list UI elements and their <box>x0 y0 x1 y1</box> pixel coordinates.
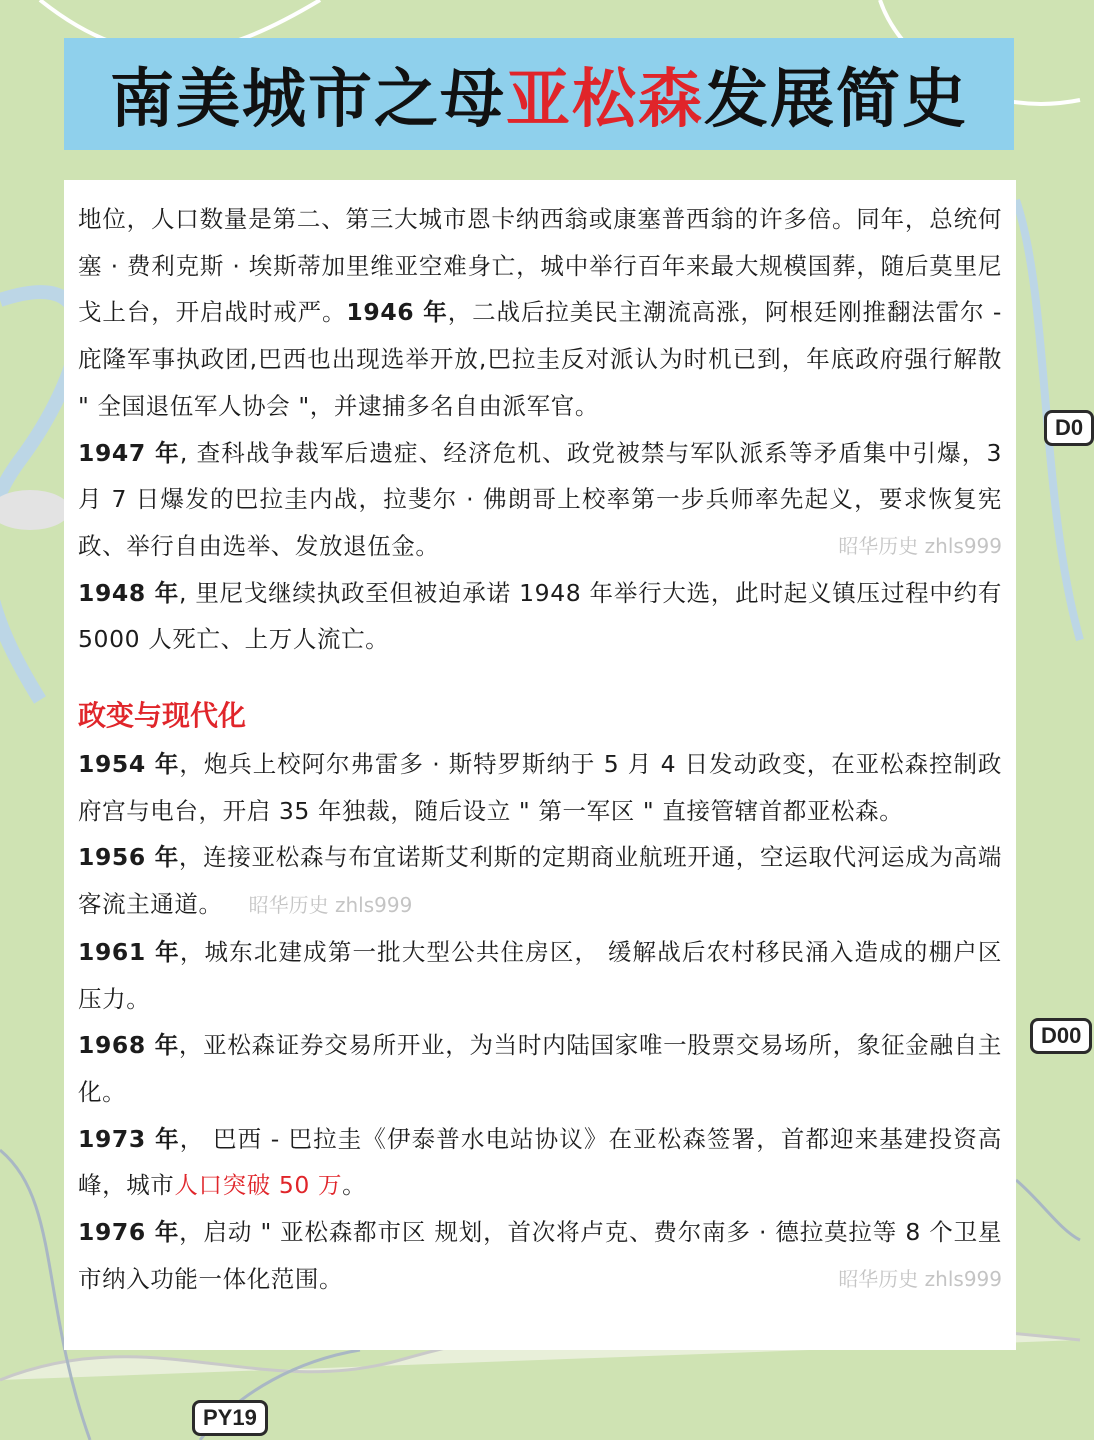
paragraph-1948 <box>78 570 1002 663</box>
year-label: 1946 年 <box>346 298 448 327</box>
event-1956 <box>78 834 1002 928</box>
content-card <box>64 180 1016 1350</box>
paragraph-text: , 里尼戈继续执政至但被迫承诺 1948 年举行大选，此时起义镇压过程中约有 5000 人死亡、上万人流亡。 <box>78 578 1003 654</box>
watermark: 昭华历史 zhls999 <box>248 893 413 918</box>
highlight-text: 人口突破 50 万 <box>174 1171 343 1200</box>
title-part-1: 南美城市之母 <box>110 63 506 137</box>
section-title: 政变与现代化 <box>78 699 247 733</box>
page-title <box>110 48 968 140</box>
paragraph-text: , 查科战争裁军后遗症、经济危机、政党被禁与军队派系等矛盾集中引爆，3 月 7 日爆发的巴拉圭内战，拉斐尔 · 佛朗哥上校率第一步兵师率先起义，要求恢复宪政、举行自由选举、发放退伍金。 <box>78 438 1003 560</box>
road-shield-right-bottom: D00 <box>1030 1018 1092 1054</box>
year-label: 1968 年 <box>78 1031 179 1060</box>
road-shield-bottom: PY19 <box>192 1400 268 1436</box>
year-label: 1948 年 <box>78 578 180 607</box>
watermark: 昭华历史 zhls999 <box>838 1266 1002 1291</box>
year-label: 1947 年 <box>78 438 180 467</box>
event-text: ，连接亚松森与布宜诺斯艾利斯的定期商业航班开通，空运取代河运成为高端客流主通道。 <box>78 843 1003 919</box>
event-text: ，城东北建成第一批大型公共住房区， 缓解战后农村移民涌入造成的棚户区压力。 <box>78 937 1002 1013</box>
event-text: 。 <box>342 1171 367 1200</box>
year-label: 1956 年 <box>78 843 179 872</box>
road-shield-right-top: D0 <box>1044 410 1094 446</box>
paragraph-1946 <box>78 196 1002 430</box>
year-label: 1954 年 <box>78 750 180 779</box>
title-banner <box>64 38 1014 150</box>
paragraph-text: ，二战后拉美民主潮流高涨，阿根廷刚推翻法雷尔 - 庇隆军事执政团,巴西也出现选举开放,巴拉圭反对派认为时机已到，年底政府强行解散 " 全国退伍军人协会 "，并逮捕多名自由派军官。 <box>78 298 1002 420</box>
event-text: ，炮兵上校阿尔弗雷多 · 斯特罗斯纳于 5 月 4 日发动政变，在亚松森控制政府宫与电台，开启 35 年独裁，随后设立 " 第一军区 " 直接管辖首都亚松森。 <box>78 750 1002 825</box>
event-1968 <box>78 1022 1002 1115</box>
event-1961 <box>78 929 1002 1022</box>
watermark: 昭华历史 zhls999 <box>838 533 1002 558</box>
paragraph-1947 <box>78 430 1002 570</box>
event-text: ， 巴西 - 巴拉圭《伊泰普水电站协议》在亚松森签署，首都迎来基建投资高峰，城市 <box>78 1124 1002 1200</box>
event-1954 <box>78 741 1002 834</box>
paragraph-text: 地位，人口数量是第二、第三大城市恩卡纳西翁或康塞普西翁的许多倍。同年，总统何塞 · 费利克斯 · 埃斯蒂加里维亚空难身亡，城中举行百年来最大规模国葬，随后莫里尼戈上台，开启战时戒严。 <box>78 205 1002 327</box>
event-text: ，启动 " 亚松森都市区 规划，首次将卢克、费尔南多 · 德拉莫拉等 8 个卫星市纳入功能一体化范围。 <box>78 1218 1002 1293</box>
year-label: 1976 年 <box>78 1218 180 1247</box>
year-label: 1961 年 <box>78 937 180 966</box>
title-part-2: 发展简史 <box>704 63 968 137</box>
event-1976 <box>78 1209 1002 1302</box>
title-highlight: 亚松森 <box>506 63 704 137</box>
event-1973 <box>78 1116 1002 1209</box>
event-text: ，亚松森证券交易所开业，为当时内陆国家唯一股票交易场所，象征金融自主化。 <box>78 1031 1003 1106</box>
year-label: 1973 年 <box>78 1124 180 1153</box>
